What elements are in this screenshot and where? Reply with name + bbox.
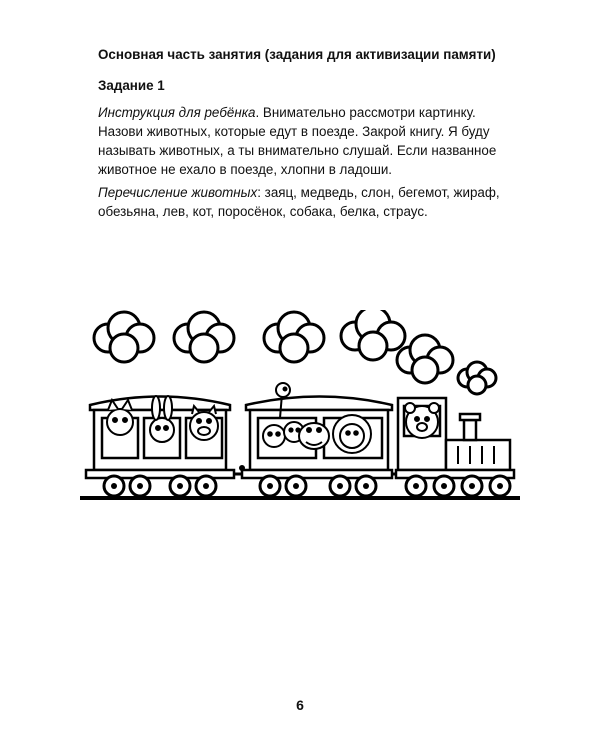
train-illustration <box>80 310 520 510</box>
steam-cloud <box>341 310 405 360</box>
monkey-figure <box>263 425 285 447</box>
task-title: Задание 1 <box>98 78 165 93</box>
instruction-label: Инструкция для ребёнка <box>98 105 256 120</box>
bear-figure <box>405 403 439 438</box>
lion-figure <box>333 415 371 453</box>
text-block <box>98 45 508 225</box>
instruction-paragraph <box>98 103 508 179</box>
animals-label: Перечисление животных <box>98 185 258 200</box>
page-number: 6 <box>296 697 304 713</box>
animals-paragraph <box>98 183 508 221</box>
pig-figure <box>190 406 218 440</box>
instruction-text: . Внимательно рассмотри картинку. Назови животных, которые едут в поезде. Закрой книгу. Я буду называть животных, а ты внимательно слушай. Если названное животное не ехало в поезде, хлопни в ладоши. <box>98 105 497 177</box>
steam-cloud <box>174 312 234 362</box>
steam-cloud <box>458 362 496 394</box>
steam-cloud <box>94 312 154 362</box>
steam-cloud <box>397 335 453 383</box>
hippo-figure <box>299 423 329 449</box>
animals-text: : заяц, медведь, слон, бегемот, жираф, обезьяна, лев, кот, поросёнок, собака, белка, страус. <box>98 185 500 219</box>
steam-cloud <box>264 312 324 362</box>
section-heading: Основная часть занятия (задания для активизации памяти) <box>98 47 496 62</box>
